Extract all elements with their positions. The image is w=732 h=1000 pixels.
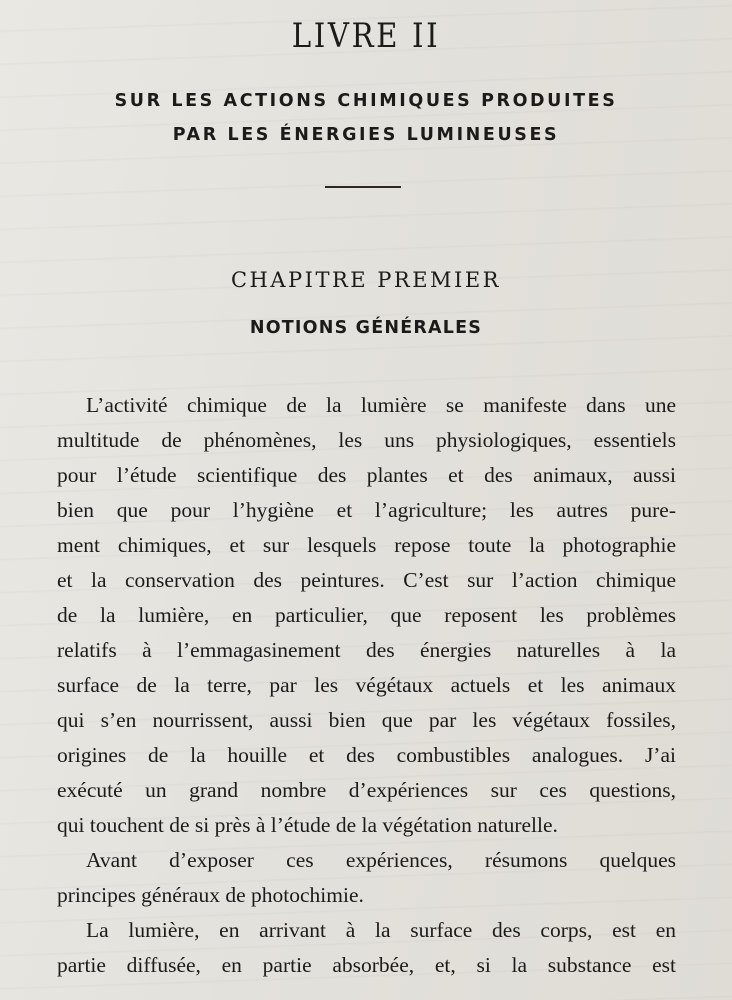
text-line: pour l’étude scientifique des plantes et des animaux, aussi <box>57 463 676 487</box>
text-line: partie diffusée, en partie absorbée, et, si la substance est <box>57 953 676 977</box>
text-line: ment chimiques, et sur lesquels repose toute la photographie <box>57 533 676 557</box>
divider-rule <box>325 186 401 188</box>
section-heading: NOTIONS GÉNÉRALES <box>249 318 483 338</box>
text-line: L’activité chimique de la lumière se manifeste dans une <box>86 393 676 417</box>
book-subtitle-line-1: SUR LES ACTIONS CHIMIQUES PRODUITES <box>114 91 618 111</box>
text-line: bien que pour l’hygiène et l’agriculture; les autres pure- <box>57 498 676 522</box>
text-line: La lumière, en arrivant à la surface des corps, est en <box>86 918 676 942</box>
text-line: et la conservation des peintures. C’est sur l’action chimique <box>57 568 676 592</box>
text-line: principes généraux de photochimie. <box>57 883 364 907</box>
chapter-title: CHAPITRE PREMIER <box>230 268 501 292</box>
text-line: qui s’en nourrissent, aussi bien que par les végétaux fossiles, <box>57 708 676 732</box>
text-line: de la lumière, en particulier, que reposent les problèmes <box>57 603 676 627</box>
text-line: exécuté un grand nombre d’expériences sur ces questions, <box>57 778 676 802</box>
book-title: LIVRE II <box>291 16 441 56</box>
text-line: Avant d’exposer ces expériences, résumons quelques <box>86 848 676 872</box>
book-subtitle-line-2: PAR LES ÉNERGIES LUMINEUSES <box>172 125 560 145</box>
text-line: multitude de phénomènes, les uns physiologiques, essentiels <box>57 428 676 452</box>
text-line: surface de la terre, par les végétaux actuels et les animaux <box>57 673 676 697</box>
text-line: qui touchent de si près à l’étude de la végétation naturelle. <box>57 813 558 837</box>
text-line: relatifs à l’emmagasinement des énergies naturelles à la <box>57 638 676 662</box>
text-line: origines de la houille et des combustibles analogues. J’ai <box>57 743 676 767</box>
